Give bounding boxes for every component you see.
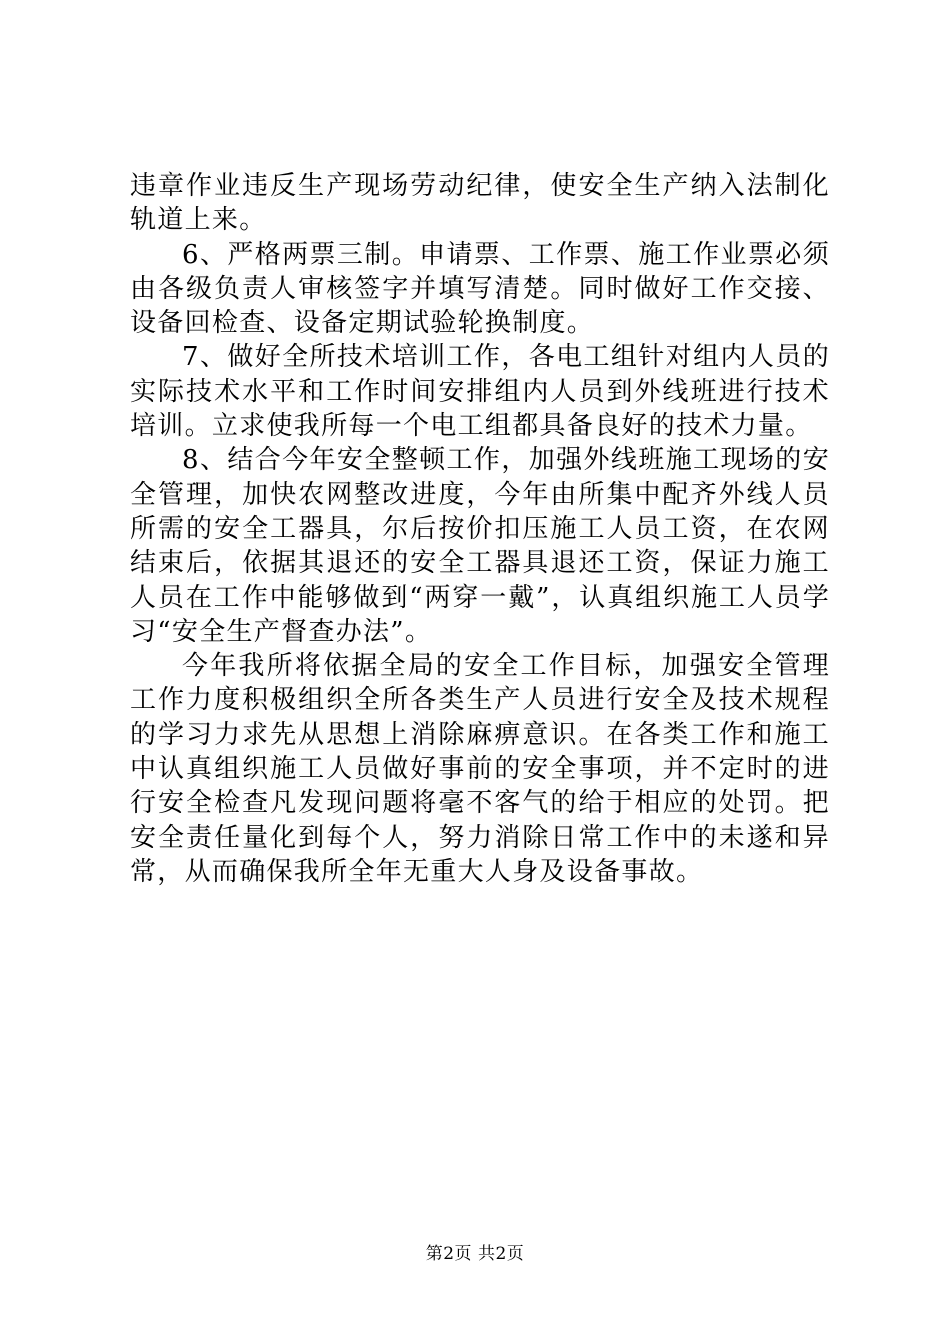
paragraph-item-8: 8、结合今年安全整顿工作，加强外线班施工现场的安全管理，加快农网整改进度，今年由所集中配齐外线人员所需的安全工器具，尔后按价扣压施工人员工资，在农网结束后，依据其退还的安全工器具退还工资，保证力施工人员在工作中能够做到“两穿一戴”，认真组织施工人员学习“安全生产督查办法”。	[130, 445, 830, 647]
paragraph-continuation: 违章作业违反生产现场劳动纪律，使安全生产纳入法制化轨道上来。	[130, 171, 830, 236]
document-body	[130, 169, 830, 889]
paragraph-item-7: 7、做好全所技术培训工作，各电工组针对组内人员的实际技术水平和工作时间安排组内人员到外线班进行技术培训。立求使我所每一个电工组都具备良好的技术力量。	[130, 342, 830, 442]
page-footer: 第2页 共2页	[425, 1244, 525, 1264]
paragraph-conclusion: 今年我所将依据全局的安全工作目标，加强安全管理工作力度积极组织全所各类生产人员进行安全及技术规程的学习力求先从思想上消除麻痹意识。在各类工作和施工中认真组织施工人员做好事前的安全事项，并不定时的进行安全检查凡发现问题将毫不客气的给于相应的处罚。把安全责任量化到每个人，努力消除日常工作中的未遂和异常，从而确保我所全年无重大人身及设备事故。	[130, 651, 830, 887]
paragraph-item-6: 6、严格两票三制。申请票、工作票、施工作业票必须由各级负责人审核签字并填写清楚。同时做好工作交接、设备回检查、设备定期试验轮换制度。	[130, 239, 830, 339]
